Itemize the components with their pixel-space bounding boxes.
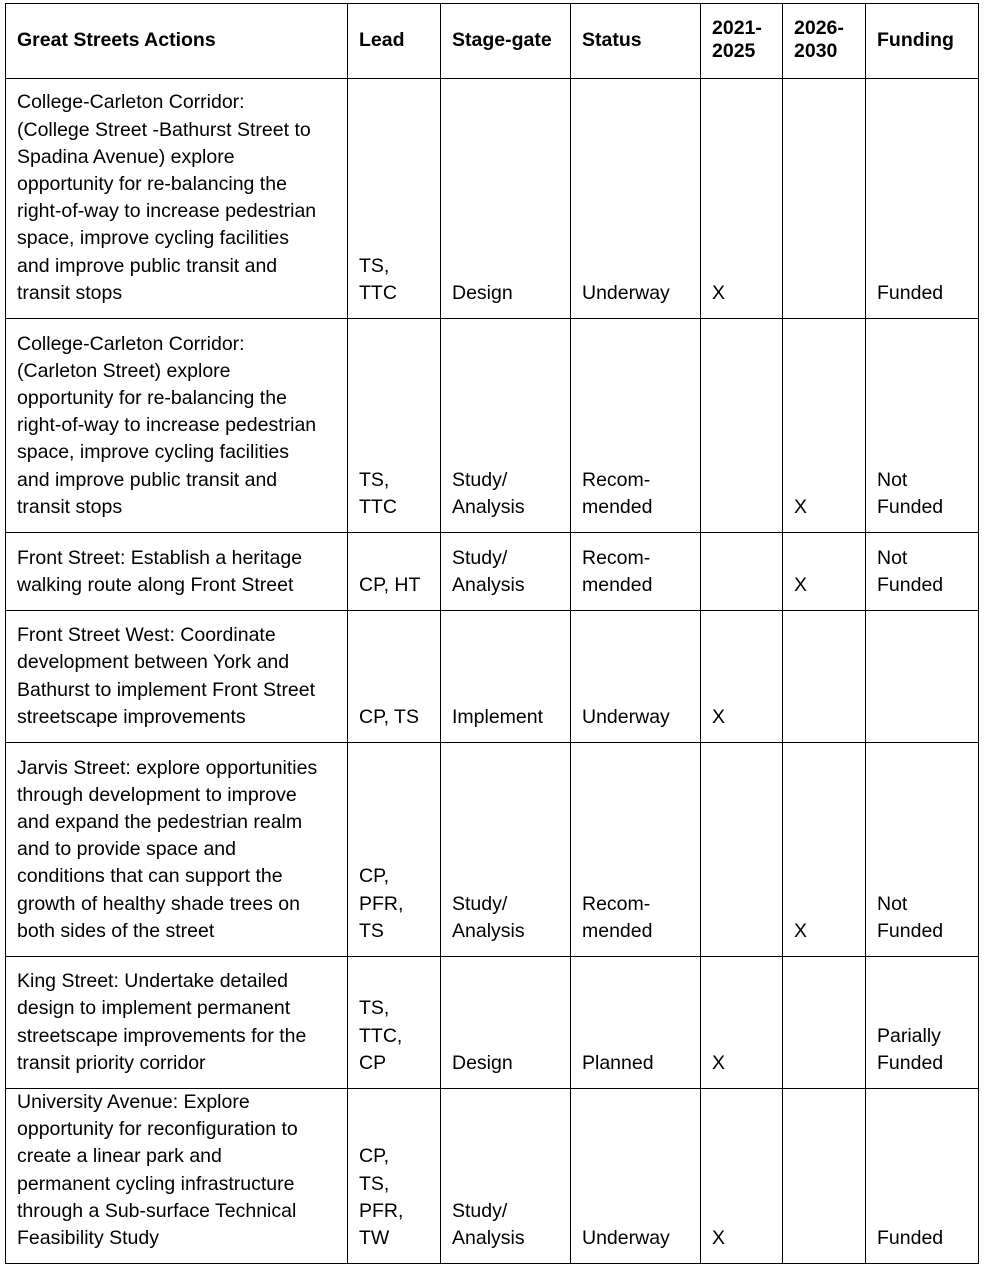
header-funding: Funding (866, 4, 979, 79)
header-great-streets-actions: Great Streets Actions (6, 4, 348, 79)
table-row (6, 743, 979, 957)
period-2026-2030-cell: X (783, 319, 866, 533)
header-status: Status (571, 4, 701, 79)
lead-cell: CP, PFR, TS (348, 743, 441, 957)
action-cell: King Street: Undertake detailed design to implement permanent streetscape improvements for the transit priority corridor (6, 957, 348, 1089)
table-header-row (6, 4, 979, 79)
period-2026-2030-cell (783, 957, 866, 1089)
stage-gate-cell: Implement (441, 611, 571, 743)
period-2026-2030-cell: X (783, 533, 866, 611)
period-2021-2025-cell (701, 533, 783, 611)
lead-cell: TS, TTC, CP (348, 957, 441, 1089)
period-2026-2030-cell (783, 611, 866, 743)
stage-gate-cell: Study/ Analysis (441, 533, 571, 611)
table-row (6, 319, 979, 533)
period-2026-2030-cell: X (783, 743, 866, 957)
table-row (6, 533, 979, 611)
status-cell: Planned (571, 957, 701, 1089)
action-cell: Front Street West: Coordinate development between York and Bathurst to implement Front Street streetscape improvements (6, 611, 348, 743)
period-2021-2025-cell: X (701, 611, 783, 743)
period-2021-2025-cell (701, 319, 783, 533)
status-cell: Underway (571, 611, 701, 743)
funding-cell: Not Funded (866, 743, 979, 957)
funding-cell: Parially Funded (866, 957, 979, 1089)
great-streets-actions-table (5, 3, 979, 1264)
table-row (6, 957, 979, 1089)
funding-cell: Funded (866, 79, 979, 319)
period-2021-2025-cell: X (701, 957, 783, 1089)
period-2026-2030-cell (783, 1089, 866, 1264)
funding-cell (866, 611, 979, 743)
period-2026-2030-cell (783, 79, 866, 319)
action-cell: College-Carleton Corridor: (Carleton Street) explore opportunity for re-balancing the right-of-way to increase pedestrian space, improve cycling facilities and improve public transit and transit stops (6, 319, 348, 533)
header-stage-gate: Stage-gate (441, 4, 571, 79)
lead-cell: TS, TTC (348, 79, 441, 319)
header-2026-2030: 2026- 2030 (783, 4, 866, 79)
period-2021-2025-cell (701, 743, 783, 957)
stage-gate-cell: Design (441, 957, 571, 1089)
status-cell: Underway (571, 79, 701, 319)
stage-gate-cell: Design (441, 79, 571, 319)
action-cell: University Avenue: Explore opportunity for reconfiguration to create a linear park and permanent cycling infrastructure through a Sub-surface Technical Feasibility Study (6, 1089, 348, 1264)
table-row (6, 611, 979, 743)
status-cell: Recom- mended (571, 533, 701, 611)
action-cell: Jarvis Street: explore opportunities through development to improve and expand the pedestrian realm and to provide space and conditions that can support the growth of healthy shade trees on both sides of the street (6, 743, 348, 957)
action-cell: College-Carleton Corridor: (College Street -Bathurst Street to Spadina Avenue) explore opportunity for re-balancing the right-of-way to increase pedestrian space, improve cycling facilities and improve public transit and transit stops (6, 79, 348, 319)
status-cell: Underway (571, 1089, 701, 1264)
stage-gate-cell: Study/ Analysis (441, 743, 571, 957)
action-cell: Front Street: Establish a heritage walking route along Front Street (6, 533, 348, 611)
funding-cell: Funded (866, 1089, 979, 1264)
lead-cell: TS, TTC (348, 319, 441, 533)
period-2021-2025-cell: X (701, 1089, 783, 1264)
funding-cell: Not Funded (866, 319, 979, 533)
lead-cell: CP, TS (348, 611, 441, 743)
header-lead: Lead (348, 4, 441, 79)
lead-cell: CP, HT (348, 533, 441, 611)
stage-gate-cell: Study/ Analysis (441, 319, 571, 533)
period-2021-2025-cell: X (701, 79, 783, 319)
funding-cell: Not Funded (866, 533, 979, 611)
status-cell: Recom- mended (571, 319, 701, 533)
lead-cell: CP, TS, PFR, TW (348, 1089, 441, 1264)
status-cell: Recom- mended (571, 743, 701, 957)
stage-gate-cell: Study/ Analysis (441, 1089, 571, 1264)
table-row (6, 1089, 979, 1264)
table-row (6, 79, 979, 319)
header-2021-2025: 2021- 2025 (701, 4, 783, 79)
